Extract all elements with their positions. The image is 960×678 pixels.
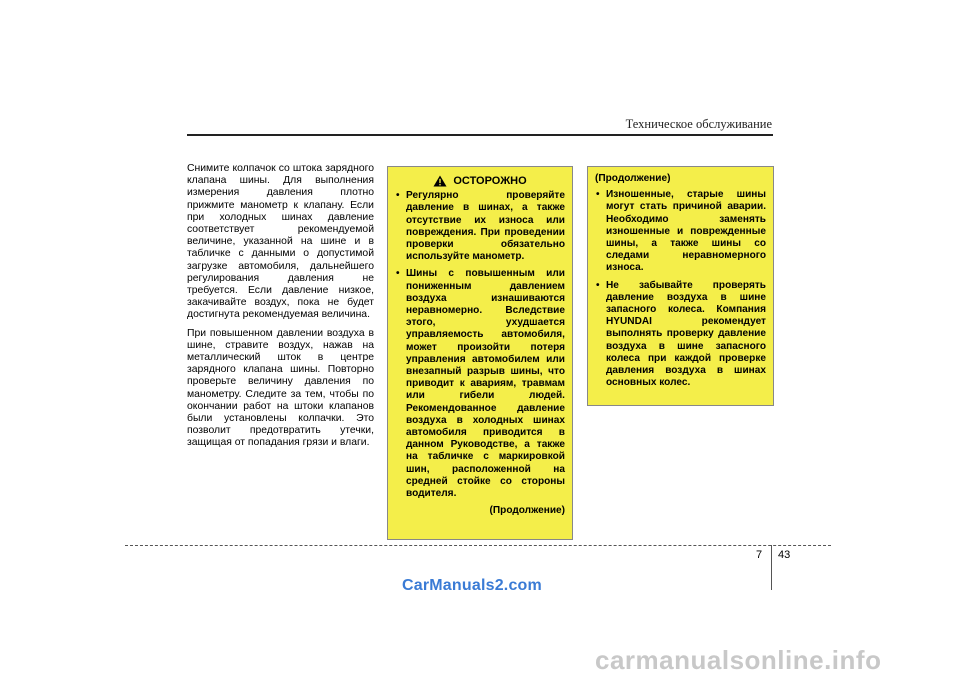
watermark-link-top[interactable]: CarManuals2.com <box>402 577 542 594</box>
warning-triangle-icon <box>433 175 447 187</box>
warning-item: • Регулярно проверяйте давление в шинах, а также отсутствие их износа или повреждения. При проведении проверки обязательно используйте манометр. <box>395 190 565 263</box>
watermark-bottom: carmanualsonline.info <box>595 645 882 675</box>
warning-header <box>395 175 565 187</box>
continuation-heading: (Продолжение) <box>595 173 671 184</box>
body-text-column <box>187 163 374 456</box>
section-title: Техническое обслуживание <box>625 117 772 131</box>
warning-box <box>387 166 573 540</box>
chapter-number: 7 <box>756 549 763 561</box>
continued-note: (Продолжение) <box>489 505 565 517</box>
warning-item: • Шины с повышенным или пониженным давлением воздуха изнашиваются неравномерно. Вследствие этого, ухудшается управляемость автомобиля, может произойти потеря управления автомобилем или внезапный разрыв шины, что приводит к авариям, травмам или гибели людей. Рекомендованное давление воздуха в холодных шинах автомобиля приводится в данном Руководстве, а также на табличке с маркировкой шин, расположенной на средней стойке со стороны водителя. <box>395 268 565 500</box>
footer-rule <box>125 545 831 546</box>
page-divider <box>771 545 772 590</box>
header-rule <box>187 134 773 136</box>
continuation-item: • Не забывайте проверять давление воздуха в шине запасного колеса. Компания HYUNDAI рекомендует выполнять проверку давление воздуха в шине запасного колеса при каждой проверке давления воздуха в шинах основных колес. <box>595 280 766 390</box>
page-number: 43 <box>778 549 791 561</box>
continuation-item: • Изношенные, старые шины могут стать причиной аварии. Необходимо заменять изношенные и поврежденные шины, а также шины со следами неравномерного износа. <box>595 189 766 274</box>
warning-list <box>395 190 565 500</box>
warning-title: ОСТОРОЖНО <box>453 175 527 187</box>
continuation-list <box>595 189 766 389</box>
body-paragraph: При повышенном давлении воздуха в шине, стравите воздух, нажав на металлический шток в центре зарядного клапана шины. Повторно проверьте величину давления по манометру. Следите за тем, чтобы по окончании работ на штоки клапанов были установлены колпачки. Это позволит предотвратить утечки, защищая от попадания грязи и влаги. <box>187 327 374 449</box>
continuation-box <box>587 166 774 406</box>
body-paragraph: Снимите колпачок со штока зарядного клапана шины. Для выполнения измерения давления плотно прижмите манометр к клапану. Если при холодных шинах давление соответствует рекомендуемой величине, указанной на шине и в табличке с данными о допустимой загрузке автомобиля, дальнейшего регулирования давления не требуется. Если давление низкое, закачивайте воздух, пока не будет достигнута рекомендуемая величина. <box>187 163 374 321</box>
